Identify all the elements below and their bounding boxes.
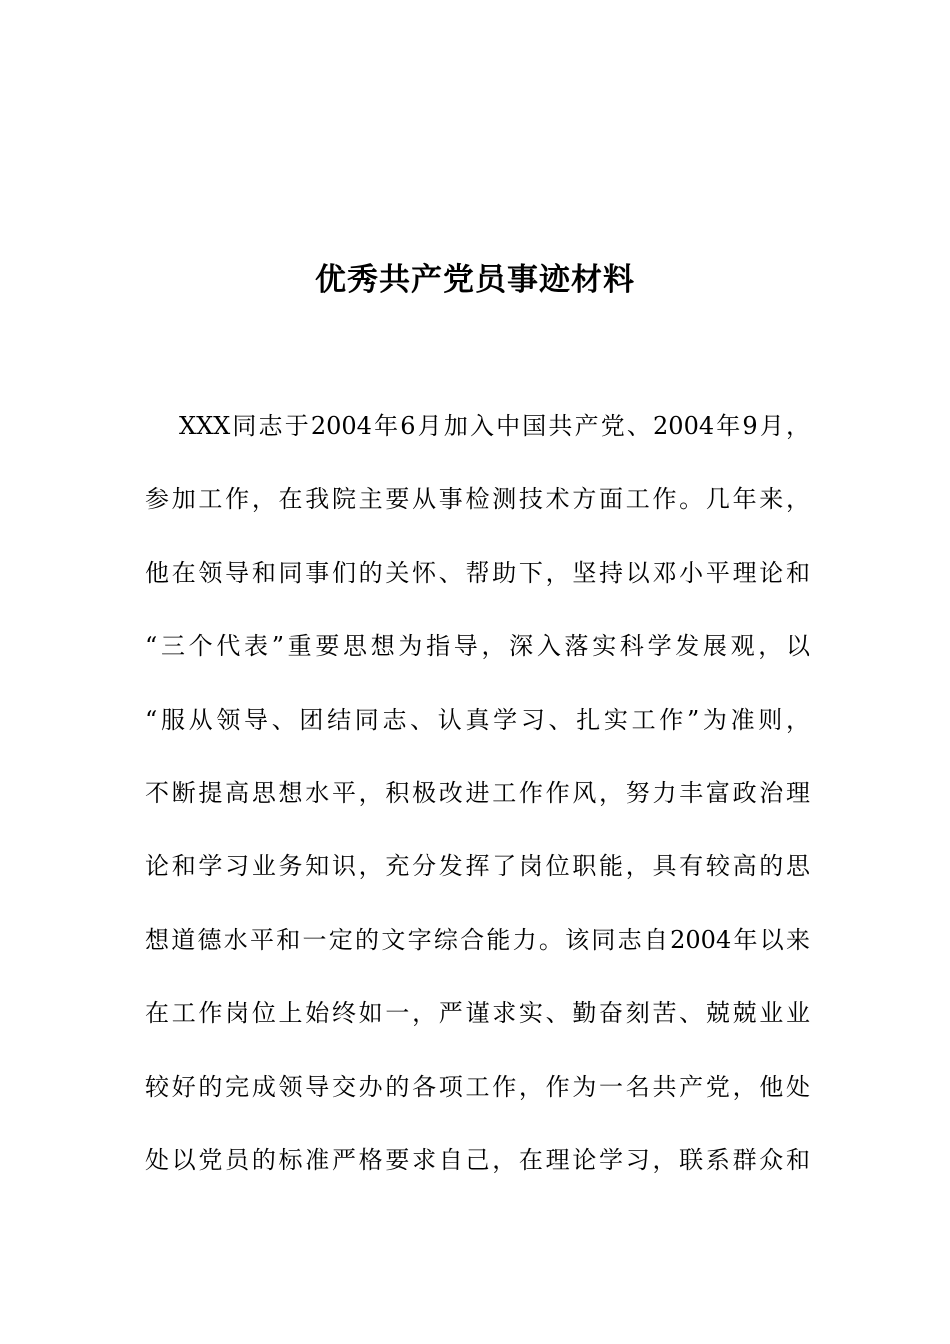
body-line: 想道德水平和一定的文字综合能力。该同志自2004年以来 [145,925,810,954]
body-line: 处以党员的标准严格要求自己，在理论学习，联系群众和 [145,1145,810,1174]
document-title: 优秀共产党员事迹材料 [315,262,635,298]
body-line: “三个代表”重要思想为指导，深入落实科学发展观，以 [145,632,810,661]
body-line: 在工作岗位上始终如一，严谨求实、勤奋刻苦、兢兢业业 [145,999,810,1028]
body-line: 不断提高思想水平，积极改进工作作风，努力丰富政治理 [145,778,810,807]
body-line: “服从领导、团结同志、认真学习、扎实工作”为准则， [145,705,810,734]
body-line: 他在领导和同事们的关怀、帮助下，坚持以邓小平理论和 [145,558,810,587]
document-body [145,402,810,1209]
body-line: 论和学习业务知识，充分发挥了岗位职能，具有较高的思 [145,852,810,881]
body-line: XXX同志于2004年6月加入中国共产党、2004年9月， [179,412,810,440]
body-line: 参加工作，在我院主要从事检测技术方面工作。几年来， [145,485,810,514]
body-line: 较好的完成领导交办的各项工作，作为一名共产党，他处 [145,1072,810,1101]
